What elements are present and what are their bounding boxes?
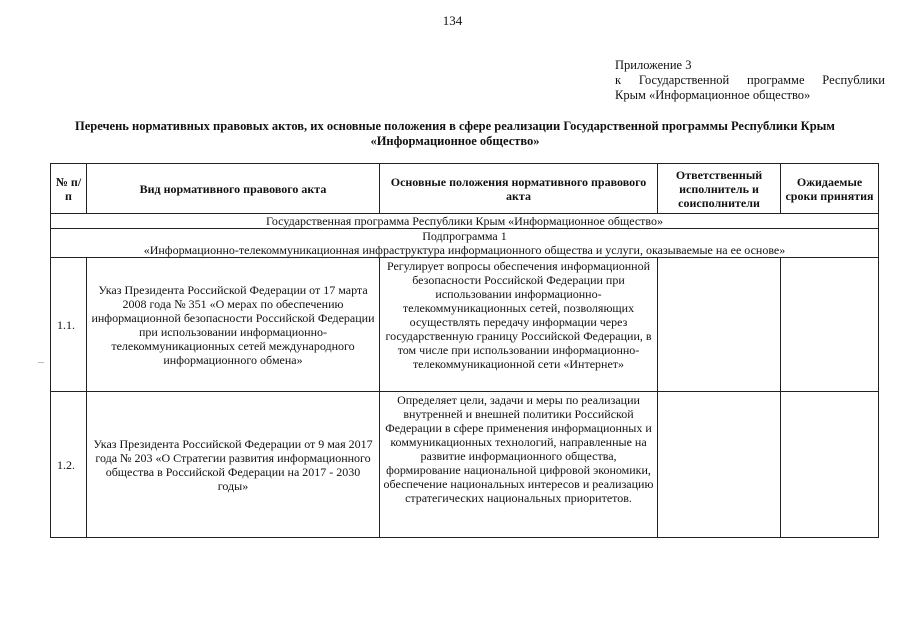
page-number: 134: [442, 13, 463, 28]
row-1-provisions: Регулирует вопросы обеспечения информационной безопасности Российской Федерации при использовании информационно-телекоммуникационных сетей, позволяющих осуществлять передачу информации через государственную границу Российской Федерации, в том числе при использовании информационно-телекоммуникационной сети «Интернет»: [380, 258, 658, 392]
program-row: [51, 214, 879, 229]
scan-mark: [38, 362, 44, 363]
appendix-line-2: к Государственной программе Республики: [615, 73, 885, 87]
row-1-num: 1.1.: [51, 258, 87, 392]
table-row: [51, 392, 879, 538]
subprogram-line-2: «Информационно-телекоммуникационная инфраструктура информационного общества и услуги, оказываемые на ее основе»: [143, 243, 786, 257]
document-title: [40, 119, 870, 149]
row-2-responsible: [658, 392, 781, 538]
header-responsible: Ответственный исполнитель и соисполнители: [658, 164, 781, 214]
appendix-block: [615, 58, 885, 103]
appendix-line-3: Крым «Информационное общество»: [615, 88, 811, 102]
row-1-terms: [781, 258, 879, 392]
subprogram-line-1: Подпрограмма 1: [422, 229, 507, 243]
document-title-line-1: Перечень нормативных правовых актов, их основные положения в сфере реализации Государственной программы Республики Крым: [75, 119, 835, 133]
row-1-act-type: Указ Президента Российской Федерации от 17 марта 2008 года № 351 «О мерах по обеспечению информационной безопасности Российской Федерации при использовании информационно-телекоммуникационных сетей международного информационного обмена»: [87, 258, 380, 392]
header-terms: Ожидаемые сроки принятия: [781, 164, 879, 214]
subprogram-title: [51, 229, 879, 258]
table-header-row: [51, 164, 879, 214]
subprogram-row: [51, 229, 879, 258]
program-title: Государственная программа Республики Крым «Информационное общество»: [51, 214, 879, 229]
row-2-provisions: Определяет цели, задачи и меры по реализации внутренней и внешней политики Российской Федерации в сфере применения информационных и коммуникационных технологий, направленные на развитие информационного общества, формирование национальной цифровой экономики, обеспечение национальных интересов и реализацию стратегических национальных приоритетов.: [380, 392, 658, 538]
row-2-act-type: Указ Президента Российской Федерации от 9 мая 2017 года № 203 «О Стратегии развития информационного общества в Российской Федерации на 2017 - 2030 годы»: [87, 392, 380, 538]
row-1-responsible: [658, 258, 781, 392]
table-row: [51, 258, 879, 392]
row-2-terms: [781, 392, 879, 538]
row-2-num: 1.2.: [51, 392, 87, 538]
header-provisions: Основные положения нормативного правового акта: [380, 164, 658, 214]
header-num: № п/п: [51, 164, 87, 214]
acts-table: [50, 163, 879, 538]
header-act-type: Вид нормативного правового акта: [87, 164, 380, 214]
appendix-line-1: Приложение 3: [615, 58, 692, 72]
document-title-line-2: «Информационное общество»: [370, 134, 540, 148]
